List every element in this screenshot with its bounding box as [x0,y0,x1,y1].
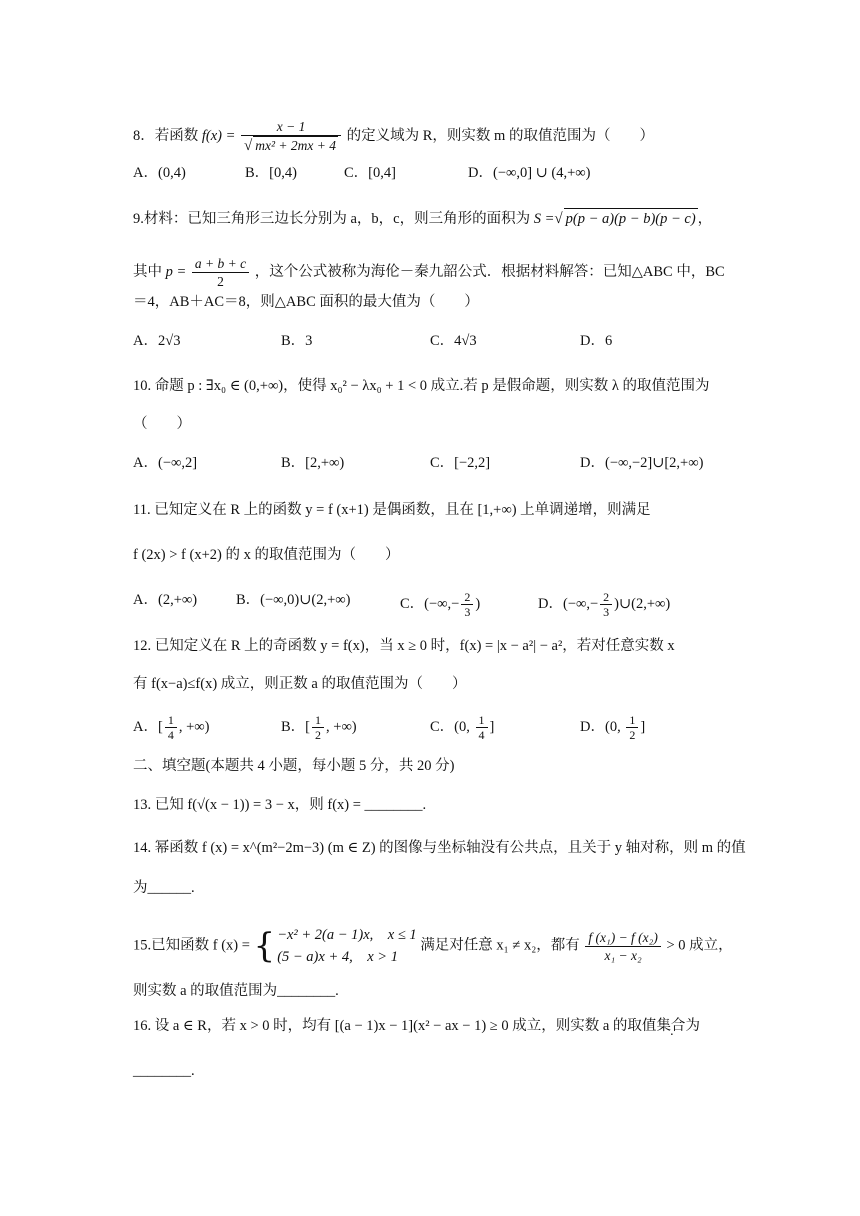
question-10-line-1: 10. 命题 p : ∃x₀ ∈ (0,+∞)，使得 x₀² − λx₀ + 1 < 0 成立.若 p 是假命题，则实数 λ 的取值范围为 [133,378,710,394]
question-number: 13. [133,797,152,813]
question-10-line-2: （ ） [133,416,191,432]
option-a[interactable]: A．2√3 [133,333,181,349]
option-d[interactable]: D．(0, $\frac{1}{2}$ ] [580,713,646,742]
question-16-line-2: ________. [133,1063,195,1079]
fraction-numerator: x − 1 [241,118,341,136]
question-16-line-1: 16. 设 a ∈ R，若 x > 0 时，均有 [(a − 1)x − 1](x² − ax − 1) ≥ 0 成立，则实数 a 的取值集合为 [133,1018,700,1034]
heron-formula: p(p − a)(p − b)(p − c) [564,208,698,229]
question-number: 10. [133,378,152,394]
question-number: 16. [133,1018,152,1034]
question-number: 8． [133,127,155,144]
question-number: 11. [133,502,151,518]
question-8 [133,118,654,155]
question-12-line-1: 12. 已知定义在 R 上的奇函数 y = f(x)，当 x ≥ 0 时，f(x) = |x − a²| − a²，若对任意实数 x [133,638,675,654]
question-13: 13. 已知 f(√(x − 1)) = 3 − x，则 f(x) = ________. [133,797,427,813]
question-15-line-2: 则实数 a 的取值范围为________. [133,983,339,999]
option-b[interactable]: B．(−∞,0)∪(2,+∞) [236,592,351,608]
fraction: $\frac{\text{f (x₁) − f (x₂)}}{\text{x₁ − x₂}}$ [585,929,660,964]
brace-icon: { [253,926,276,966]
option-d[interactable]: D．(−∞,−2]∪[2,+∞) [580,455,704,471]
question-14-line-2: 为______. [133,880,195,896]
option-d[interactable]: D．(−∞,0] ∪ (4,+∞) [468,165,591,181]
question-9-line-1: 9.材料：已知三角形三边长分别为 a，b，c，则三角形的面积为 S =√ p(p − a)(p − b)(p − c) ， [133,208,712,229]
question-12-line-2: 有 f(x−a)≤f(x) 成立，则正数 a 的取值范围为（ ） [133,676,467,692]
option-a[interactable]: A．[ $\frac{1}{4}$ , +∞) [133,713,210,742]
option-a[interactable]: A．(2,+∞) [133,592,198,608]
option-c[interactable]: C．[0,4] [344,165,396,181]
fraction-denominator: √ mx² + 2mx + 4 [244,138,337,154]
option-b[interactable]: B．[ $\frac{1}{2}$ , +∞) [281,713,357,742]
question-number: 15. [133,937,152,954]
option-d[interactable]: D．6 [580,333,613,349]
piecewise-cases: −x² + 2(a − 1)x, x ≤ 1 (5 − a)x + 4, x > 1 [277,927,417,965]
question-9-line-2: 其中 p = $\frac{a + b + c}{2}$ ，这个公式被称为海伦－秦九韶公式．根据材料解答：已知△ABC 中，BC [133,256,725,289]
question-11-line-1: 11. 已知定义在 R 上的函数 y = f (x+1) 是偶函数，且在 [1,+∞) 上单调递增，则满足 [133,502,651,518]
question-11-line-2: f (2x) > f (x+2) 的 x 的取值范围为（ ） [133,547,400,563]
question-9-line-3: ＝4，AB＋AC＝8，则△ABC 面积的最大值为（ ） [133,294,479,310]
option-a[interactable]: A．(−∞,2] [133,455,198,471]
option-d[interactable]: D．(−∞,− $\frac{2}{3}$ )∪(2,+∞) [538,590,671,619]
question-text: 若函数 [154,127,199,144]
option-b[interactable]: B．[0,4) [245,165,297,181]
fraction: $\frac{a + b + c}{2}$ [192,255,249,290]
option-c[interactable]: C．[−2,2] [430,455,491,471]
question-number: 9. [133,211,144,227]
question-15-line-1: 15.已知函数 f (x) = { −x² + 2(a − 1)x, x ≤ 1 (5 − a)x + 4, x > 1 满足对任意 x₁ ≠ x₂，都有 $\frac{\text{f (x₁) − f (x₂)}}{\text{x₁ − x₂}}$ > 0 成立， [133,926,733,966]
option-b[interactable]: B．[2,+∞) [281,455,345,471]
option-b[interactable]: B．3 [281,333,313,349]
option-a[interactable]: A．(0,4) [133,165,186,181]
fraction [241,118,341,155]
question-14-line-1: 14. 幂函数 f (x) = x^(m²−2m−3) (m ∈ Z) 的图像与坐标轴没有公共点，且关于 y 轴对称，则 m 的值 [133,840,746,856]
option-c[interactable]: C．(0, $\frac{1}{4}$ ] [430,713,495,742]
emphasis-text: 集合 [656,1018,686,1034]
section-heading: 二、填空题(本题共 4 小题，每小题 5 分，共 20 分) [133,758,455,774]
function-label: f(x) = [201,127,236,144]
option-c[interactable]: C．(−∞,− $\frac{2}{3}$ ) [400,590,481,619]
option-c[interactable]: C．4√3 [430,333,477,349]
question-text: 的定义域为 R，则实数 m 的取值范围为（ ） [346,127,654,144]
question-number: 14. [133,840,152,856]
question-number: 12. [133,638,152,654]
